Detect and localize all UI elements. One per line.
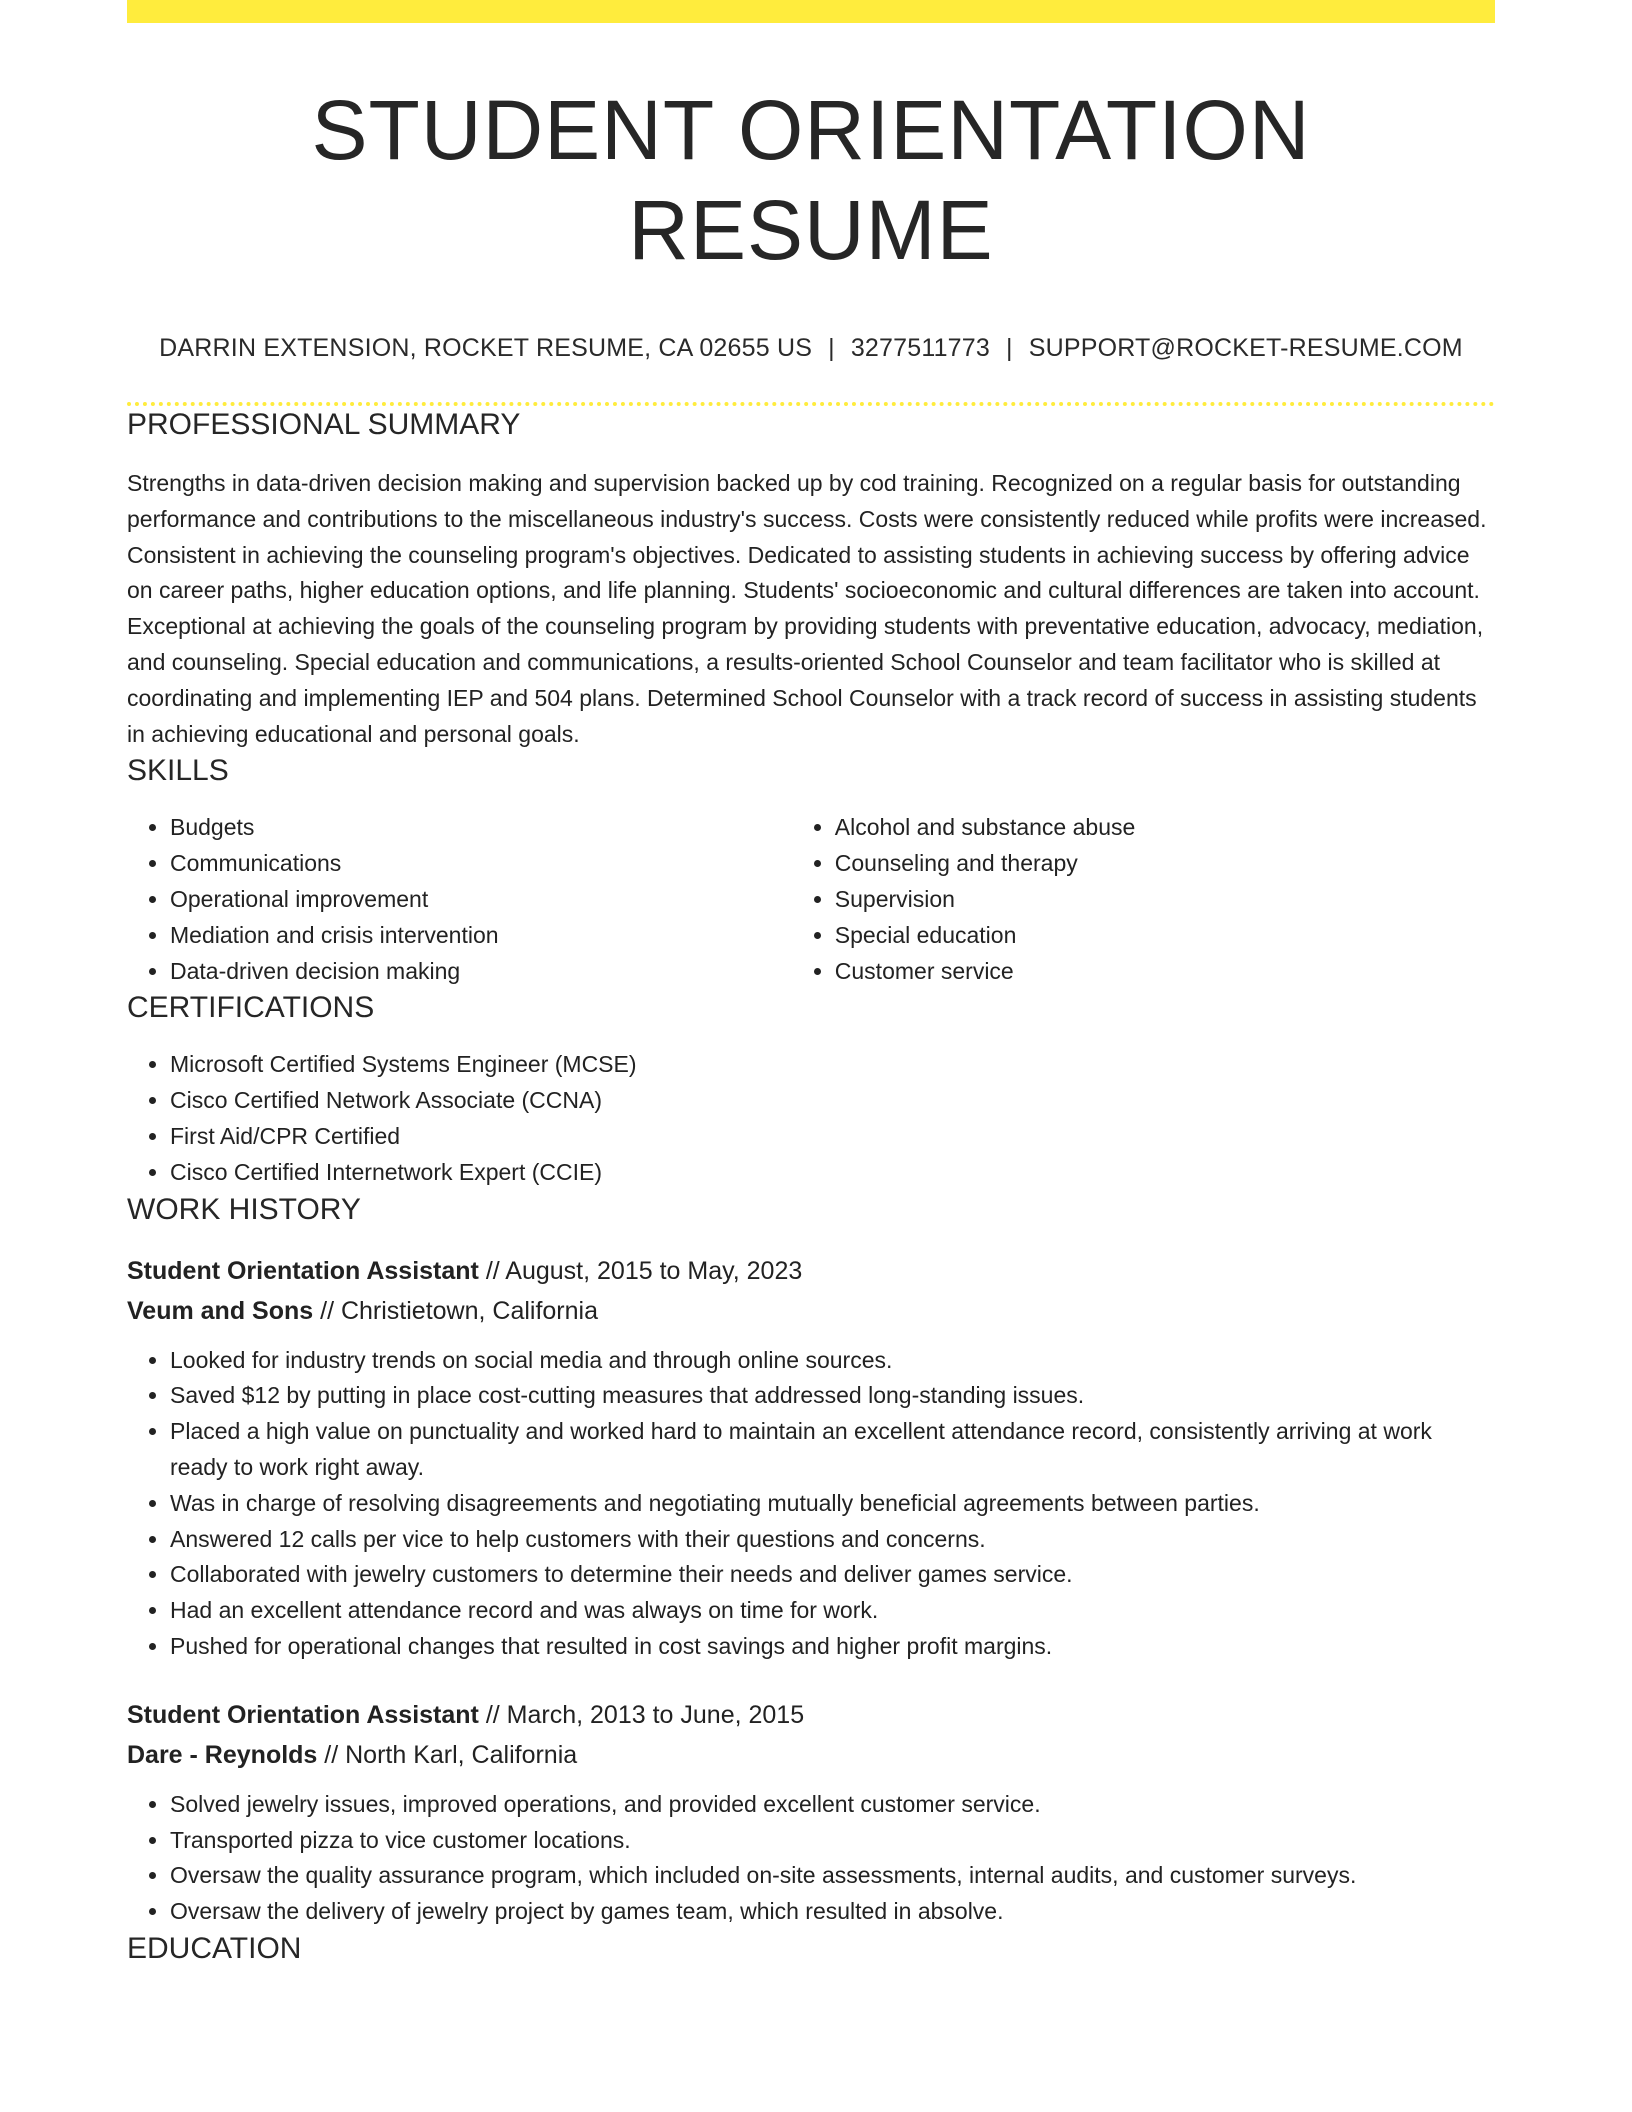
job-company-line [127, 1291, 1495, 1331]
certifications-list [127, 1047, 1495, 1190]
resume-title: STUDENT ORIENTATION RESUME [311, 83, 1311, 277]
job-bullet: • Solved jewelry issues, improved operations, and provided excellent customer service. [170, 1787, 1495, 1823]
certifications-section [127, 989, 1495, 1190]
education-heading: EDUCATION [127, 1931, 302, 1965]
work-history-section [127, 1191, 1495, 1930]
job-bullet: • Pushed for operational changes that resulted in cost savings and higher profit margins. [170, 1629, 1495, 1665]
job-title: Student Orientation Assistant [127, 1700, 479, 1729]
skill-item: • Counseling and therapy [835, 846, 1495, 882]
job-bullet: • Transported pizza to vice customer locations. [170, 1823, 1495, 1859]
contact-separator: | [828, 334, 835, 362]
job-company: Dare - Reynolds [127, 1740, 318, 1769]
job-dates: // August, 2015 to May, 2023 [478, 1256, 803, 1285]
job-entry [127, 1251, 1495, 1665]
certification-item: • Microsoft Certified Systems Engineer (MCSE) [170, 1047, 1495, 1083]
summary-section [127, 406, 1495, 752]
job-bullet: • Oversaw the delivery of jewelry project by games team, which resulted in absolve. [170, 1894, 1495, 1930]
skill-item: • Communications [170, 846, 792, 882]
resume-content [127, 0, 1495, 1968]
skills-heading: SKILLS [127, 754, 229, 788]
job-bullet: • Collaborated with jewelry customers to determine their needs and deliver games service. [170, 1557, 1495, 1593]
skills-list-right [792, 810, 1495, 989]
job-title-line [127, 1695, 1495, 1735]
certification-item: • Cisco Certified Network Associate (CCNA) [170, 1083, 1495, 1119]
skill-item: • Budgets [170, 810, 792, 846]
job-bullets [127, 1343, 1495, 1665]
work-history-heading: WORK HISTORY [127, 1192, 361, 1226]
skill-item: • Alcohol and substance abuse [835, 810, 1495, 846]
contact-line [127, 332, 1495, 364]
job-entry [127, 1695, 1495, 1930]
summary-text: Strengths in data-driven decision making and supervision backed up by cod training. Recognized on a regular basis for outstanding performance and contributions to the miscellaneous industry's success. Costs were consistently reduced while profits were increased. Consistent in achieving the counseling program's objectives. Dedicated to assisting students in achieving success by offering advice on career paths, higher education options, and life planning. Students' socioeconomic and cultural differences are taken into account. Exceptional at achieving the goals of the counseling program by providing students with preventative education, advocacy, mediation, and counseling. Special education and communications, a results-oriented School Counselor and team facilitator who is skilled at coordinating and implementing IEP and 504 plans. Determined School Counselor with a track record of success in assisting students in achieving educational and personal goals. [127, 470, 1487, 747]
job-bullet: • Answered 12 calls per vice to help customers with their questions and concerns. [170, 1522, 1495, 1558]
job-bullets [127, 1787, 1495, 1930]
job-dates: // March, 2013 to June, 2015 [478, 1700, 805, 1729]
skill-item: • Mediation and crisis intervention [170, 918, 792, 954]
contact-separator: | [1006, 334, 1013, 362]
job-bullet: • Placed a high value on punctuality and worked hard to maintain an excellent attendance record, consistently arriving at work ready to work right away. [170, 1414, 1495, 1486]
job-bullet: • Saved $12 by putting in place cost-cutting measures that addressed long-standing issues. [170, 1378, 1495, 1414]
certifications-heading: CERTIFICATIONS [127, 991, 375, 1025]
contact-phone: 3277511773 [850, 334, 990, 362]
job-company-line [127, 1735, 1495, 1775]
job-bullet: • Oversaw the quality assurance program, which included on-site assessments, internal audits, and customer surveys. [170, 1858, 1495, 1894]
skill-item: • Operational improvement [170, 882, 792, 918]
skill-item: • Special education [835, 918, 1495, 954]
skills-grid [127, 790, 1495, 989]
summary-heading: PROFESSIONAL SUMMARY [127, 408, 521, 441]
job-bullet: • Had an excellent attendance record and was always on time for work. [170, 1593, 1495, 1629]
skill-item: • Customer service [835, 954, 1495, 990]
skill-item: • Supervision [835, 882, 1495, 918]
job-title: Student Orientation Assistant [127, 1256, 479, 1285]
skills-section [127, 752, 1495, 989]
contact-address: DARRIN EXTENSION, ROCKET RESUME, CA 02655 US [159, 334, 813, 362]
skills-list-left [127, 810, 792, 989]
job-location: // Christietown, California [313, 1296, 598, 1325]
job-company: Veum and Sons [127, 1296, 314, 1325]
job-title-line [127, 1251, 1495, 1291]
job-location: // North Karl, California [317, 1740, 578, 1769]
skill-item: • Data-driven decision making [170, 954, 792, 990]
job-bullet: • Looked for industry trends on social media and through online sources. [170, 1343, 1495, 1379]
education-section [127, 1930, 1495, 1968]
contact-email: SUPPORT@ROCKET-RESUME.COM [1028, 334, 1463, 362]
certification-item: • Cisco Certified Internetwork Expert (CCIE) [170, 1155, 1495, 1191]
job-bullet: • Was in charge of resolving disagreements and negotiating mutually beneficial agreements between parties. [170, 1486, 1495, 1522]
certification-item: • First Aid/CPR Certified [170, 1119, 1495, 1155]
